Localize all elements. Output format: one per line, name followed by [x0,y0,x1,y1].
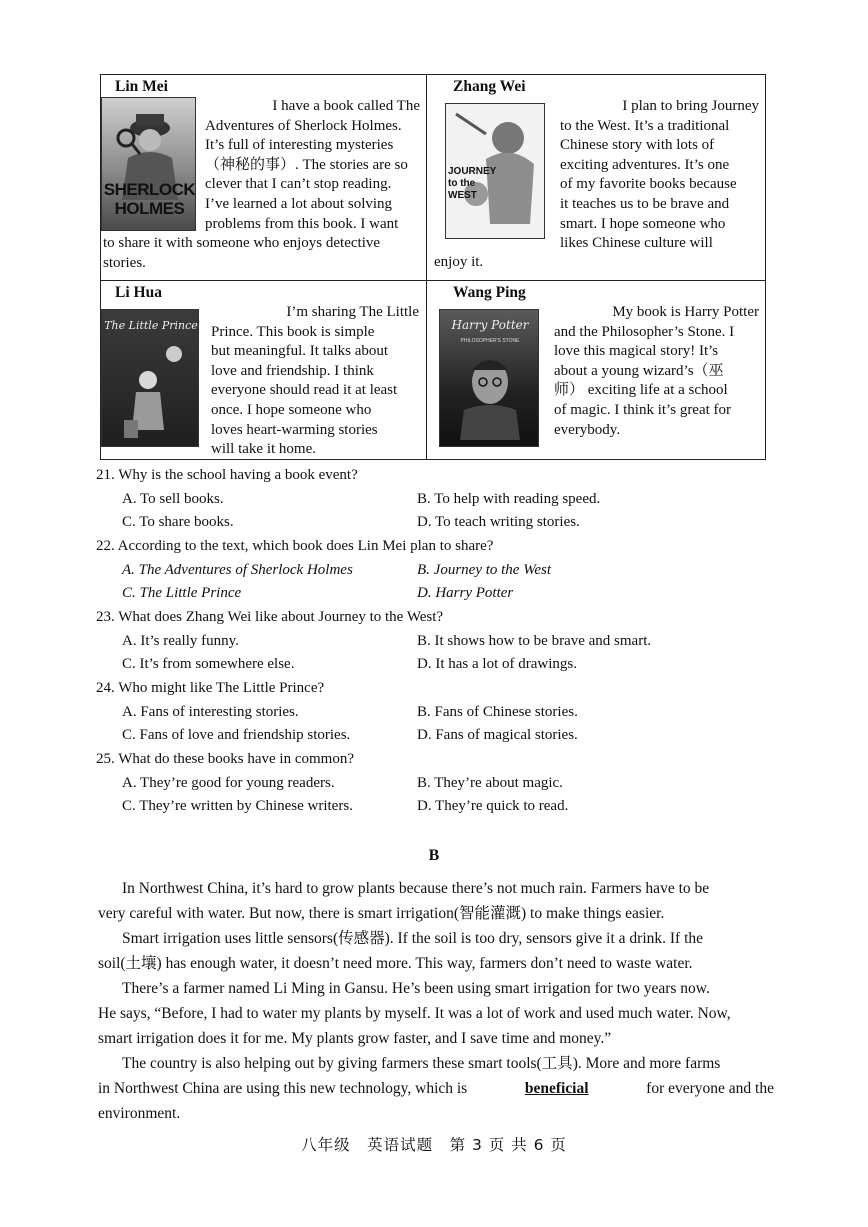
text-line: everybody. [554,421,621,438]
text-line: loves heart-warming stories [211,421,378,438]
text-line: enjoy it. [434,254,484,270]
answer-option[interactable]: C. The Little Prince [122,585,242,601]
cover-title: SHERLOCK HOLMES [103,180,196,218]
sherlock-holmes-cover-image [101,97,196,231]
answer-option[interactable]: A. Fans of interesting stories. [122,704,299,720]
answer-option[interactable]: C. It’s from somewhere else. [122,656,295,672]
answer-option[interactable]: D. Harry Potter [417,585,514,601]
question-stem: 25. What do these books have in common? [96,751,355,767]
passage-line: soil(土壤) has enough water, it doesn’t need more. This way, farmers don’t need to waste water. [98,955,693,972]
text-line: about a young wizard’s（巫 [554,362,724,379]
answer-option[interactable]: C. To share books. [122,514,234,530]
answer-option[interactable]: B. Journey to the West [417,562,551,578]
book-description [205,97,420,234]
text-line: I have a book called The [272,98,420,114]
answer-option[interactable]: D. It has a lot of drawings. [417,656,577,672]
text-line: but meaningful. It talks about [211,343,389,360]
answer-option[interactable]: B. Fans of Chinese stories. [417,704,578,720]
question-stem: 23. What does Zhang Wei like about Journey to the West? [96,609,444,625]
question-stem: 24. Who might like The Little Prince? [96,680,325,696]
book-card-li-hua [101,281,427,459]
answer-option[interactable]: D. Fans of magical stories. [417,727,578,743]
answer-option[interactable]: A. The Adventures of Sherlock Holmes [122,562,353,578]
question-stem: 22. According to the text, which book does Lin Mei plan to share? [96,538,494,554]
book-card-lin-mei [101,75,427,281]
cover-subtitle: PHILOSOPHER'S STONE [460,338,520,344]
text-line: My book is Harry Potter [612,304,759,320]
passage-line: In Northwest China, it’s hard to grow plants because there’s not much rain. Farmers have to be [122,880,710,897]
text-line: clever that I can’t stop reading. [205,176,392,193]
journey-to-the-west-cover-image [445,103,545,239]
text-line: I’ve learned a lot about solving [205,195,393,212]
page-footer: 八年级 英语试题 第 3 页 共 6 页 [301,1136,567,1154]
answer-option[interactable]: A. They’re good for young readers. [122,775,335,791]
text-line: everyone should read it at least [211,382,398,399]
text-line: love and friendship. I think [211,362,374,379]
passage-line: There’s a farmer named Li Ming in Gansu. He’s been using smart irrigation for two years now. [122,980,710,997]
passage-line: very careful with water. But now, there is smart irrigation(智能灌溉) to make things easier. [98,905,665,922]
book-card-zhang-wei [427,75,765,281]
text-line: It’s full of interesting mysteries [205,137,394,154]
text-line: 师） exciting life at a school [554,382,728,399]
text-line: will take it home. [211,441,316,458]
cover-title: JOURNEY to the WEST [448,166,497,201]
answer-option[interactable]: D. They’re quick to read. [417,798,569,814]
passage-line: smart irrigation does it for me. My plants grow faster, and I save time and money.” [98,1030,612,1047]
text-line: Adventures of Sherlock Holmes. [205,117,402,134]
answer-option[interactable]: A. To sell books. [122,491,224,507]
answer-option[interactable]: D. To teach writing stories. [417,514,580,530]
text-line: of magic. I think it’s great for [554,401,732,418]
passage-line: Smart irrigation uses little sensors(传感器). If the soil is too dry, sensors give it a drink. If the [122,930,704,947]
text-line: Prince. This book is simple [211,323,375,340]
book-description-tail [103,234,421,273]
text-line: I plan to bring Journey [622,98,759,114]
book-description [560,97,759,254]
text-line: Chinese story with lots of [560,137,715,154]
book-grid [100,74,766,460]
cover-title: The Little Prince [104,319,198,332]
passage-fragment: for everyone and the [646,1080,774,1097]
text-line: problems from this book. I want [205,215,399,232]
text-line: it teaches us to be brave and [560,195,730,212]
student-name: Li Hua [115,284,162,301]
book-description [211,303,419,460]
text-line: once. I hope someone who [211,401,372,418]
passage-line: The country is also helping out by giving farmers these smart tools(工具). More and more farms [122,1055,721,1072]
passage-line: environment. [98,1105,181,1122]
book-description [554,303,759,440]
section-heading: B [428,847,440,864]
cover-title: Harry Potter [451,318,529,332]
text-line: likes Chinese culture will [560,235,713,252]
answer-option[interactable]: B. It shows how to be brave and smart. [417,633,652,649]
answer-option[interactable]: C. They’re written by Chinese writers. [122,798,353,814]
passage-fragment: in Northwest China are using this new technology, which is [98,1080,468,1097]
text-line: （神秘的事）. The stories are so [205,156,408,173]
text-line: exciting adventures. It’s one [560,156,730,173]
text-line: smart. I hope someone who [560,215,726,232]
student-name: Lin Mei [115,78,168,95]
passage-line: He says, “Before, I had to water my plants by myself. It was a lot of work and used much water. Now, [98,1005,731,1022]
key-word: beneficial [524,1080,589,1097]
text-line: love this magical story! It’s [554,343,719,360]
little-prince-cover-image [101,309,199,447]
student-name: Wang Ping [453,284,526,301]
text-line: to the West. It’s a traditional [560,117,730,134]
book-card-wang-ping [427,281,765,459]
passage-b [98,876,774,1126]
text-line: to share it with someone who enjoys detective [103,235,381,251]
text-line: of my favorite books because [560,176,737,193]
passage-line [98,1076,774,1101]
answer-option[interactable]: C. Fans of love and friendship stories. [122,727,351,743]
text-line: I’m sharing The Little [286,304,419,320]
question-stem: 21. Why is the school having a book event? [96,467,358,483]
answer-option[interactable]: A. It’s really funny. [122,633,239,649]
text-line: and the Philosopher’s Stone. I [554,323,735,340]
text-line: stories. [103,254,146,271]
book-description-tail [434,253,634,273]
student-name: Zhang Wei [453,78,526,95]
harry-potter-cover-image [439,309,539,447]
answer-option[interactable]: B. They’re about magic. [417,775,563,791]
answer-option[interactable]: B. To help with reading speed. [417,491,601,507]
